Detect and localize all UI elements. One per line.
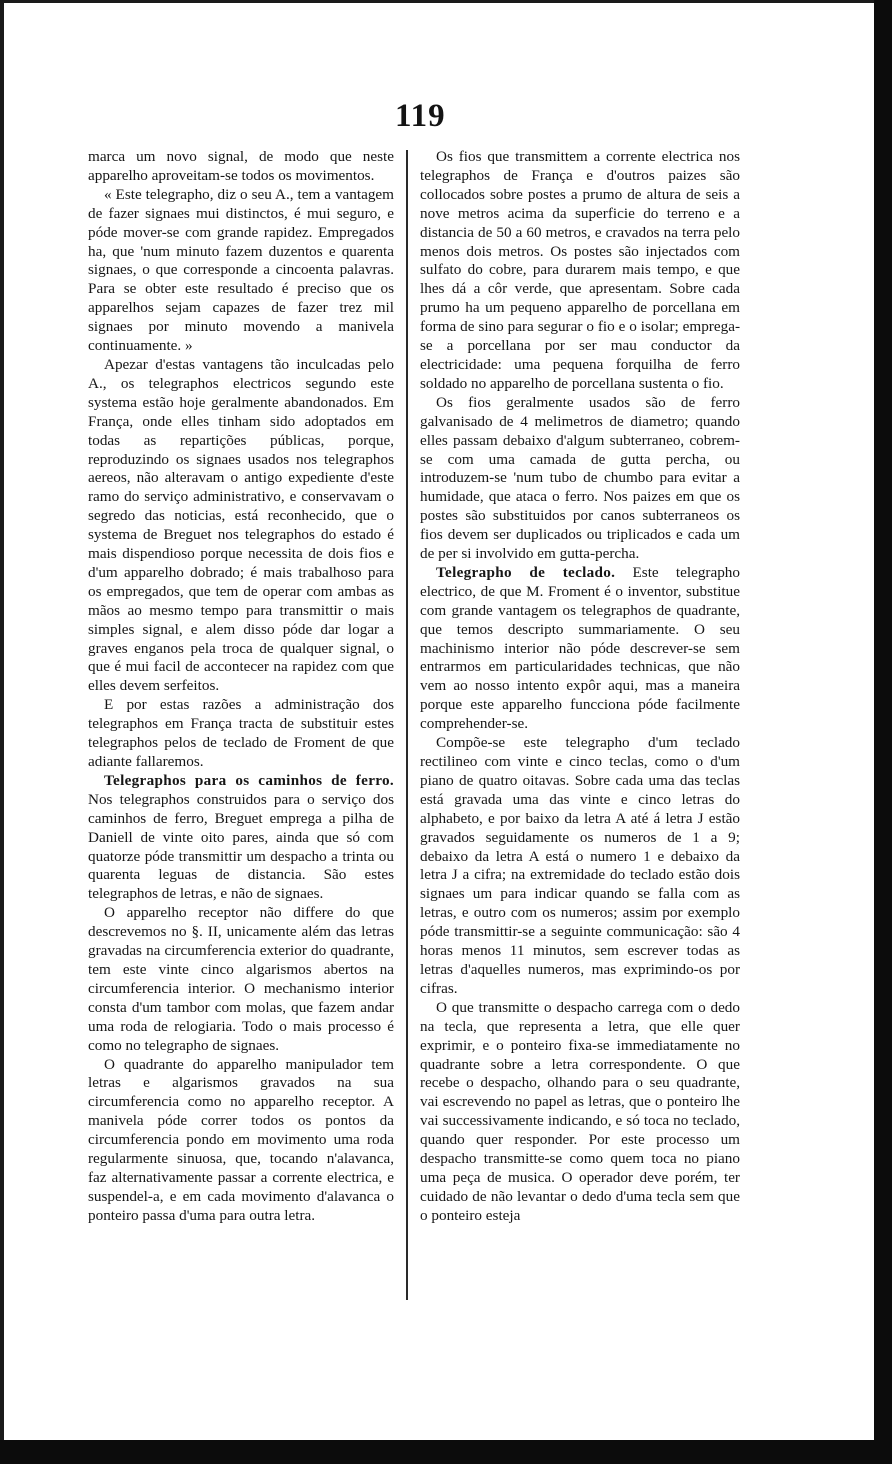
column-divider <box>406 150 408 1300</box>
left-paragraph-3: Apezar d'estas vantagens tão inculcadas pelo A., os telegraphos electricos segundo este systema estão hoje geralmente abandonados. Em França, onde elles tinham sido adoptados em todas as repartições públicas, porque, reproduzindo os signaes usados nos telegraphos aereos, não alteravam o antigo expediente d'este ramo do serviço administrativo, e conservavam o segredo das noticias, está reconhecido, que o systema de Breguet nos telegraphos do estado é mais dispendioso porque necessita de dois fios e d'um apparelho dobrado; é mais trabalhoso para os empregados, que tem de operar com ambas as mãos ao mesmo tempo para transmittir o mais simples signal, e alem disso póde dar logar a graves enganos pela troca de qualquer signal, o que é mui facil de accontecer na rapidez com que elles devem serfeitos. <box>88 355 394 695</box>
right-paragraph-3 <box>420 564 740 734</box>
left-paragraph-5 <box>88 772 394 904</box>
section-heading-keyboard-telegraph: Telegrapho de teclado. <box>436 563 616 581</box>
scan-border-left <box>0 0 4 1464</box>
right-paragraph-2: Os fios geralmente usados são de ferro galvanisado de 4 melimetros de diametro; quando elles passam debaixo d'algum subterraneo, cobrem-se com uma camada de gutta percha, ou introduzem-se 'num tubo de chumbo para evitar a humidade, que ataca o ferro. Nos paizes em que os postes são substituidos por canos subterraneos os fios devem ser duplicados ou triplicados e cada um de per si involvido em gutta-percha. <box>420 393 740 563</box>
left-paragraph-6: O apparelho receptor não differe do que descrevemos no §. II, unicamente além das letras gravadas na circumferencia exterior do quadrante, tem este vinte cinco algarismos abertos na circumferencia interior. O mechanismo interior consta d'um tambor com molas, que fazem andar uma roda de relogiaria. Todo o mais processo é como no telegrapho de signaes. <box>88 904 394 1054</box>
right-paragraph-3-body: Este telegrapho electrico, de que M. Froment é o inventor, substitue com grande vantagem os telegraphos de quadrante, que temos descripto summariamente. O seu machinismo interior não póde descrever-se sem entrarmos em particularidades technicas, que não vem ao nosso intento expôr aqui, mas a maneira porque este apparelho funcciona póde facilmente comprehender-se. <box>420 563 740 733</box>
right-paragraph-1: Os fios que transmittem a corrente electrica nos telegraphos de França e d'outros paizes são collocados sobre postes a prumo de altura de seis a nove metros acima da superficie do terreno e a distancia de 50 a 60 metros, e cravados na terra pelo menos dois metros. Os postes são injectados com sulfato do cobre, para durarem mais tempo, e que lhes dá a côr verde, que apresentam. Sobre cada prumo ha um pequeno apparelho de porcellana em forma de sino para segurar o fio e o isolar; emprega-se a porcellana por ser mau conductor da electricidade: uma pequena forquilha de ferro soldado no apparelho de porcellana sustenta o fio. <box>420 148 740 392</box>
scan-border-bottom <box>0 1440 892 1464</box>
right-paragraph-5: O que transmitte o despacho carrega com o dedo na tecla, que representa a letra, que elle quer exprimir, e o ponteiro fixa-se immediatamente no quadrante sobre a letra correspondente. O que recebe o despacho, olhando para o seu quadrante, vai escrevendo no papel as letras, que o ponteiro lhe vai successivamente indicando, e só toca no teclado, quando quer responder. Por este processo um despacho transmitte-se como quem toca no piano uma peça de musica. O operador deve porém, ter cuidado de não levantar o dedo d'uma tecla sem que o ponteiro esteja <box>420 998 740 1224</box>
scan-border-right <box>874 0 892 1464</box>
right-paragraph-4: Compõe-se este telegrapho d'um teclado rectilineo com vinte e cinco teclas, como o d'um piano de quatro oitavas. Sobre cada uma das teclas está gravada uma das vinte e cinco letras do alphabeto, e por baixo da letra A até á letra J estão gravados seguidamente os numeros de 1 a 9; debaixo da letra A está o numero 1 e debaixo da letra J a cifra; na extremidade do teclado estão dois signaes um para indicar quando se falla com as letras, e outro com os numeros; assim por exemplo póde transmittir-se a seguinte communicação: são 4 horas menos 11 minutos, sem escrever todas as letras d'aquelles numeros, mas exprimindo-os por cifras. <box>420 734 740 997</box>
section-heading-railway-telegraphs: Telegraphos para os caminhos de ferro. <box>104 771 394 789</box>
page-number: 119 <box>395 98 446 134</box>
right-column <box>420 148 740 1226</box>
left-paragraph-5-body: Nos telegraphos construidos para o serviço dos caminhos de ferro, Breguet emprega a pilha de Daniell de vinte oito pares, ainda que só com quatorze póde transmittir um despacho a trinta ou quarenta leguas de distancia. São estes telegraphos de letras, e não de signaes. <box>88 790 394 903</box>
left-paragraph-4: E por estas razões a administração dos telegraphos em França tracta de substituir estes telegraphos pelos de teclado de Froment de que adiante fallaremos. <box>88 696 394 770</box>
left-paragraph-1: marca um novo signal, de modo que neste apparelho aproveitam-se todos os movimentos. <box>88 148 394 184</box>
left-paragraph-7: O quadrante do apparelho manipulador tem letras e algarismos gravados na sua circumferencia como no apparelho receptor. A manivela póde correr todos os pontos da circumferencia pondo em movimento uma roda regularmente sinuosa, que, tocando n'alavanca, faz alternativamente passar a corrente electrica, e suspendel-a, e em cada movimento d'alavanca o ponteiro passa d'uma para outra letra. <box>88 1055 394 1224</box>
left-column <box>88 148 394 1226</box>
scan-border-top <box>0 0 892 3</box>
left-paragraph-2: « Este telegrapho, diz o seu A., tem a vantagem de fazer signaes mui distinctos, é mui seguro, e póde mover-se com grande rapidez. Empregados ha, que 'num minuto fazem duzentos e quarenta signaes, o que corresponde a cincoenta palavras. Para se obter este resultado é preciso que os apparelhos sejam capazes de fazer trez mil signaes por minuto movendo a manivela continuamente. » <box>88 185 394 355</box>
